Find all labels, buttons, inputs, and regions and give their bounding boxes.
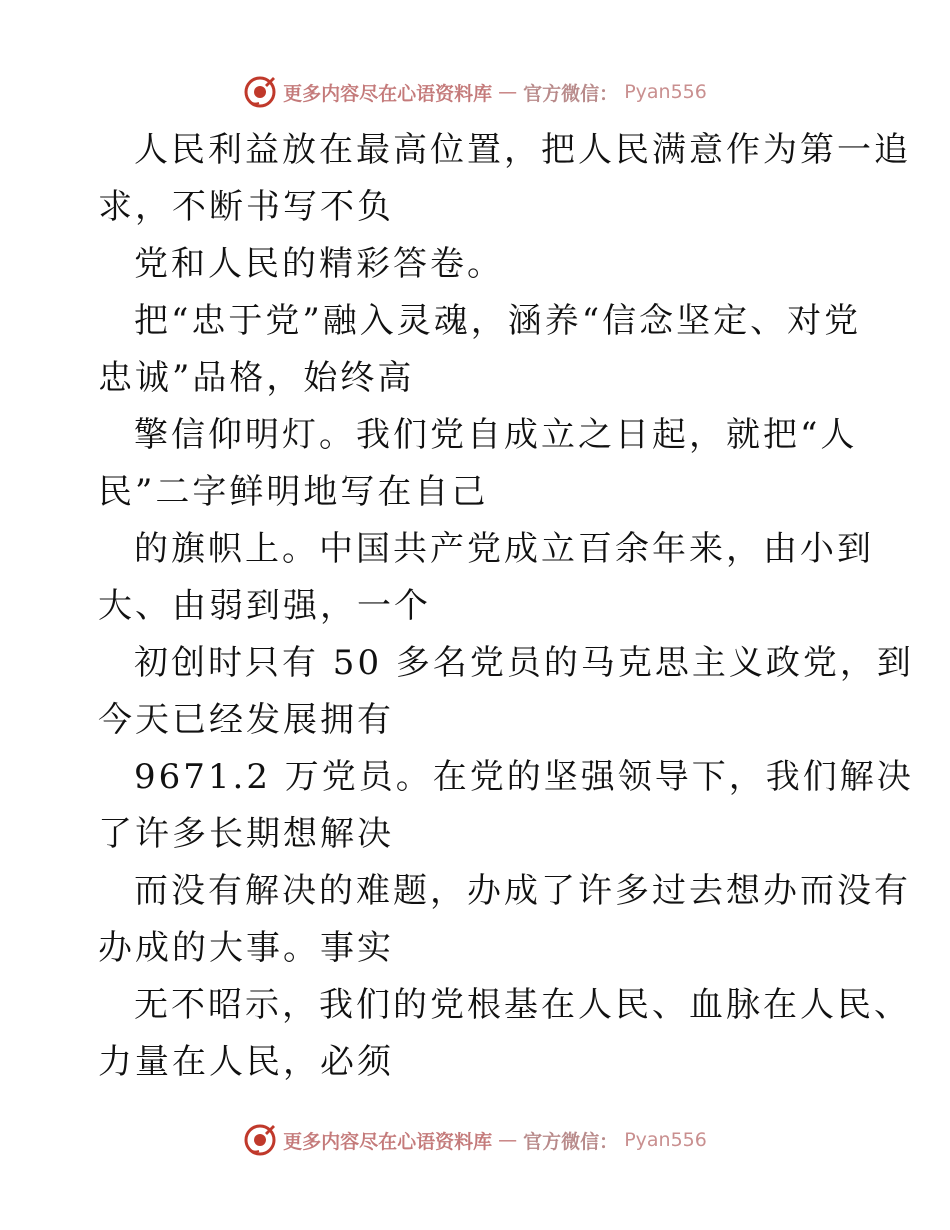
text-line: 的旗帜上。中国共产党成立百余年来，由小到: [134, 529, 874, 569]
text-line: 初创时只有 50 多名党员的马克思主义政党，到: [134, 643, 914, 683]
watermark-dash: —: [498, 1129, 518, 1151]
watermark-wechat-label: 官方微信：: [523, 1130, 619, 1153]
pen-logo-icon: [243, 1123, 277, 1157]
text-line: 党和人民的精彩答卷。: [134, 244, 504, 284]
text-line: 办成的大事。事实: [98, 928, 394, 968]
text-line: 擎信仰明灯。我们党自成立之日起，就把“人: [134, 415, 858, 455]
text-line: 而没有解决的难题，办成了许多过去想办而没有: [134, 871, 911, 911]
watermark-dash: —: [498, 81, 518, 103]
text-line: 人民利益放在最高位置，把人民满意作为第一追: [134, 130, 911, 170]
text-line: 今天已经发展拥有: [98, 700, 394, 740]
text-line: 力量在人民，必须: [98, 1042, 394, 1082]
text-line: 忠诚”品格，始终高: [98, 358, 415, 398]
text-line: 把“忠于党”融入灵魂，涵养“信念坚定、对党: [134, 301, 862, 341]
document-body: [98, 122, 914, 1091]
text-line: 了许多长期想解决: [98, 814, 394, 854]
watermark-main-text: 更多内容尽在心语资料库: [283, 82, 493, 105]
pen-logo-icon: [243, 75, 277, 109]
text-line: 大、由弱到强，一个: [98, 586, 431, 626]
text-line: 民”二字鲜明地写在自己: [98, 472, 489, 512]
header-watermark: [0, 72, 950, 112]
text-line: 无不昭示，我们的党根基在人民、血脉在人民、: [134, 985, 911, 1025]
footer-watermark: [0, 1120, 950, 1160]
watermark-wechat-id: Pyan556: [624, 1129, 707, 1151]
text-line: 求，不断书写不负: [98, 187, 394, 227]
watermark-main-text: 更多内容尽在心语资料库: [283, 1130, 493, 1153]
text-line: 9671.2 万党员。在党的坚强领导下，我们解决: [134, 757, 914, 797]
watermark-wechat-label: 官方微信：: [523, 82, 619, 105]
watermark-wechat-id: Pyan556: [624, 81, 707, 103]
